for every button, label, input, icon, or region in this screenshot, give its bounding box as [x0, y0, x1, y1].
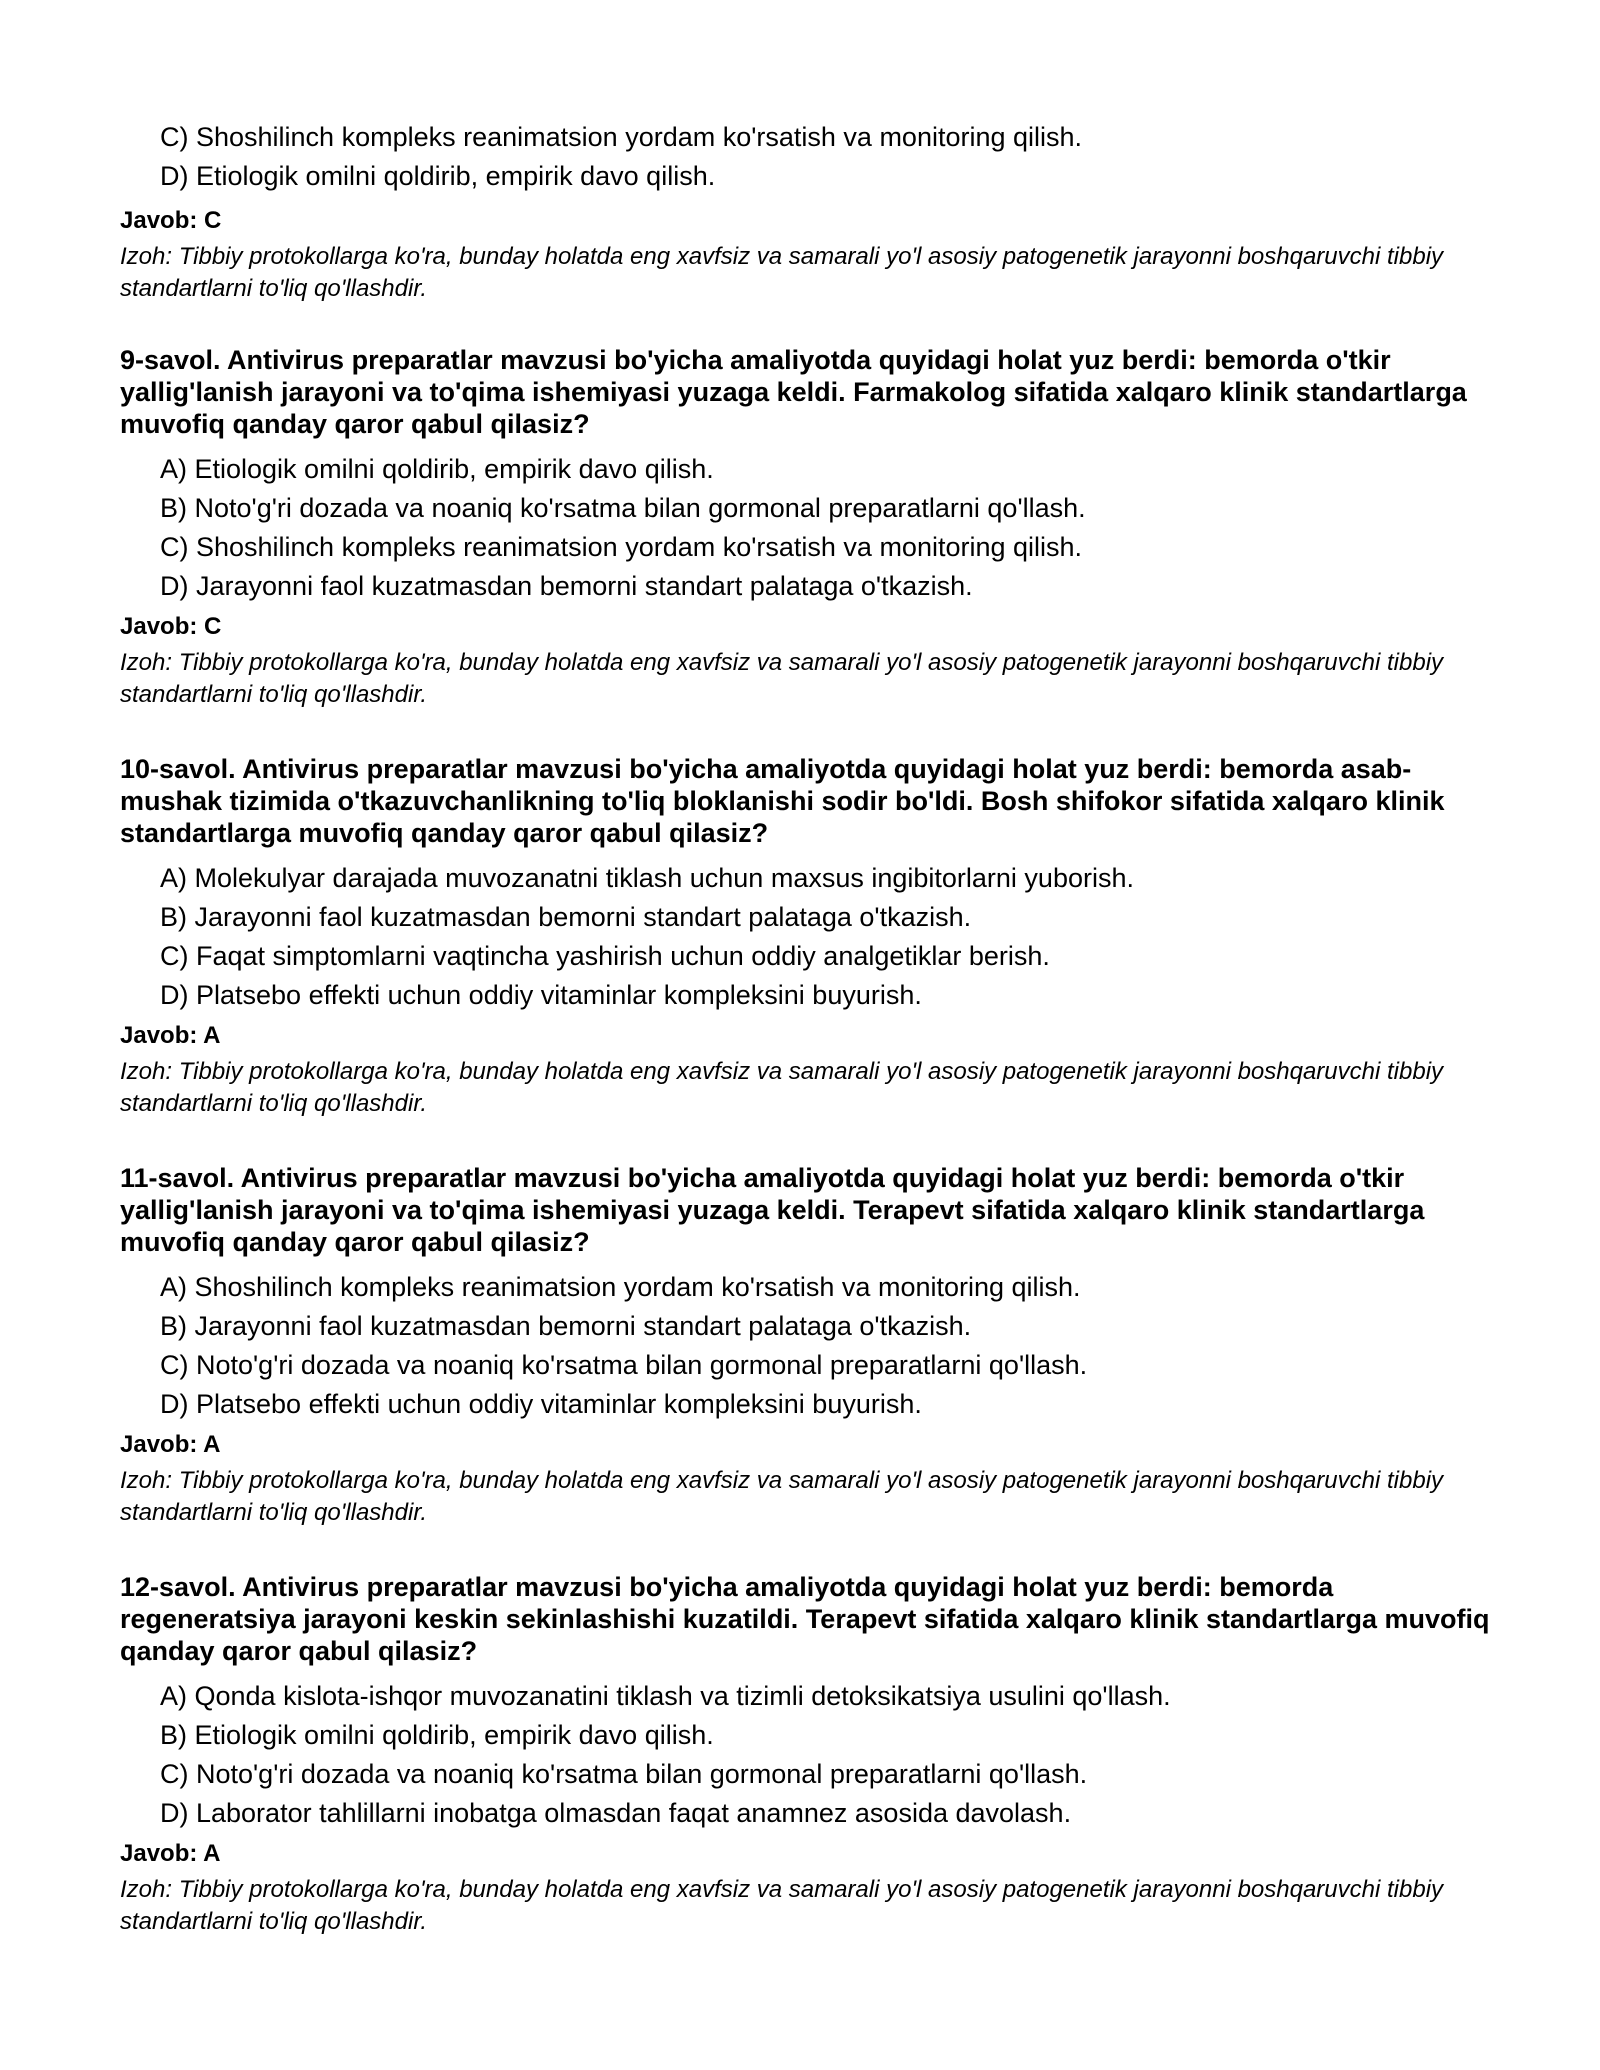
option-a: A) Qonda kislota-ishqor muvozanatini tiklash va tizimli detoksikatsiya usulini qo'llash. [160, 1681, 1171, 1711]
option-a: A) Etiologik omilni qoldirib, empirik davo qilish. [160, 454, 714, 484]
question-block-12 [120, 1571, 1490, 1938]
question-text: 10-savol. Antivirus preparatlar mavzusi bo'yicha amaliyotda quyidagi holat yuz berdi: bemorda asab-mushak tizimida o'tkazuvchanlikning to'liq bloklanishi sodir bo'ldi. Bosh shifokor sifatida xalqaro klinik standartlarga muvofiq qanday qaror qabul qilasiz? [120, 754, 1445, 848]
option-b: B) Jarayonni faol kuzatmasdan bemorni standart palataga o'tkazish. [160, 902, 972, 932]
option-b: B) Etiologik omilni qoldirib, empirik davo qilish. [160, 1720, 714, 1750]
option-c: C) Faqat simptomlarni vaqtincha yashirish uchun oddiy analgetiklar berish. [160, 941, 1050, 971]
question-text: 9-savol. Antivirus preparatlar mavzusi bo'yicha amaliyotda quyidagi holat yuz berdi: bemorda o'tkir yallig'lanish jarayoni va to'qima ishemiyasi yuzaga keldi. Farmakolog sifatida xalqaro klinik standartlarga muvofiq qanday qaror qabul qilasiz? [120, 345, 1467, 439]
explanation-text: Izoh: Tibbiy protokollarga ko'ra, bunday holatda eng xavfsiz va samarali yo'l asosiy patogenetik jarayonni boshqaruvchi tibbiy standartlarni to'liq qo'llashdir. [120, 1876, 1444, 1935]
continued-options [120, 118, 1490, 196]
option-b: B) Jarayonni faol kuzatmasdan bemorni standart palataga o'tkazish. [160, 1311, 972, 1341]
question-block-10 [120, 753, 1490, 1120]
explanation-text: Izoh: Tibbiy protokollarga ko'ra, bunday holatda eng xavfsiz va samarali yo'l asosiy patogenetik jarayonni boshqaruvchi tibbiy standartlarni to'liq qo'llashdir. [120, 1058, 1444, 1117]
explanation-text: Izoh: Tibbiy protokollarga ko'ra, bunday holatda eng xavfsiz va samarali yo'l asosiy patogenetik jarayonni boshqaruvchi tibbiy standartlarni to'liq qo'llashdir. [120, 1467, 1444, 1526]
option-c: C) Noto'g'ri dozada va noaniq ko'rsatma bilan gormonal preparatlarni qo'llash. [160, 1350, 1088, 1380]
option-a: A) Molekulyar darajada muvozanatni tiklash uchun maxsus ingibitorlarni yuborish. [160, 863, 1134, 893]
question-text: 12-savol. Antivirus preparatlar mavzusi bo'yicha amaliyotda quyidagi holat yuz berdi: bemorda regeneratsiya jarayoni keskin sekinlashishi kuzatildi. Terapevt sifatida xalqaro klinik standartlarga muvofiq qanday qaror qabul qilasiz? [120, 1572, 1490, 1666]
option-c: C) Shoshilinch kompleks reanimatsion yordam ko'rsatish va monitoring qilish. [160, 532, 1083, 562]
option-d: D) Laborator tahlillarni inobatga olmasdan faqat anamnez asosida davolash. [160, 1798, 1072, 1828]
option-b: B) Noto'g'ri dozada va noaniq ko'rsatma bilan gormonal preparatlarni qo'llash. [160, 493, 1086, 523]
question-text: 11-savol. Antivirus preparatlar mavzusi bo'yicha amaliyotda quyidagi holat yuz berdi: bemorda o'tkir yallig'lanish jarayoni va to'qima ishemiyasi yuzaga keldi. Terapevt sifatida xalqaro klinik standartlarga muvofiq qanday qaror qabul qilasiz? [120, 1163, 1425, 1257]
option-d: D) Platsebo effekti uchun oddiy vitaminlar kompleksini buyurish. [160, 1389, 922, 1419]
question-block-11 [120, 1162, 1490, 1529]
answer-label: Javob: A [120, 1431, 221, 1458]
option-list [120, 1677, 1490, 1833]
explanation-text: Izoh: Tibbiy protokollarga ko'ra, bunday holatda eng xavfsiz va samarali yo'l asosiy patogenetik jarayonni boshqaruvchi tibbiy standartlarni to'liq qo'llashdir. [120, 243, 1444, 302]
option-list [120, 1268, 1490, 1424]
answer-label: Javob: A [120, 1840, 221, 1867]
option-d: D) Jarayonni faol kuzatmasdan bemorni standart palataga o'tkazish. [160, 571, 973, 601]
option-c: C) Noto'g'ri dozada va noaniq ko'rsatma bilan gormonal preparatlarni qo'llash. [160, 1759, 1088, 1789]
answer-label: Javob: C [120, 613, 222, 640]
option-list [120, 450, 1490, 606]
option-list [120, 118, 1490, 196]
question-block-9 [120, 344, 1490, 711]
option-d: D) Etiologik omilni qoldirib, empirik davo qilish. [160, 161, 716, 191]
option-c: C) Shoshilinch kompleks reanimatsion yordam ko'rsatish va monitoring qilish. [160, 122, 1083, 152]
option-d: D) Platsebo effekti uchun oddiy vitaminlar kompleksini buyurish. [160, 980, 922, 1010]
answer-label: Javob: A [120, 1022, 221, 1049]
answer-label: Javob: C [120, 207, 222, 234]
explanation-text: Izoh: Tibbiy protokollarga ko'ra, bunday holatda eng xavfsiz va samarali yo'l asosiy patogenetik jarayonni boshqaruvchi tibbiy standartlarni to'liq qo'llashdir. [120, 649, 1444, 708]
continued-answer-block [120, 206, 1490, 305]
option-a: A) Shoshilinch kompleks reanimatsion yordam ko'rsatish va monitoring qilish. [160, 1272, 1081, 1302]
option-list [120, 859, 1490, 1015]
